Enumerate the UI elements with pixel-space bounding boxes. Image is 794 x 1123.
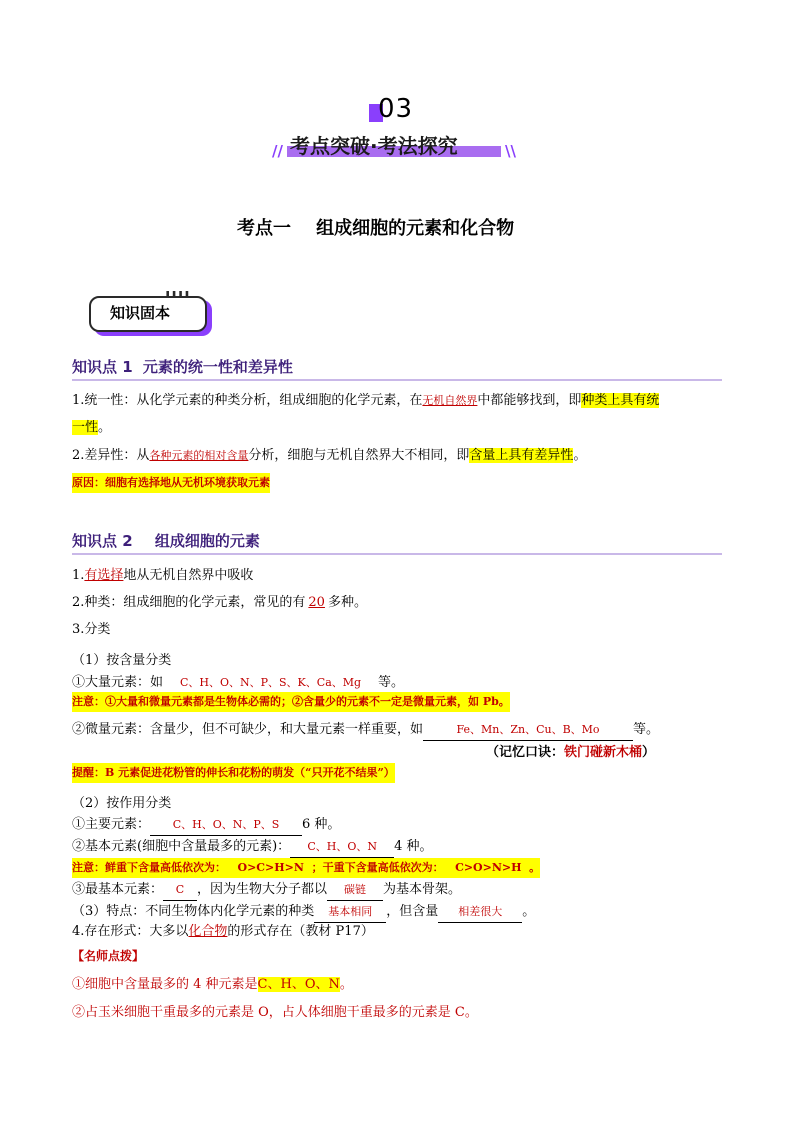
text: ②微量元素：含量少，但不可缺少，和大量元素一样重要，如: [72, 722, 424, 737]
section-banner: 考点突破·考法探究: [290, 134, 458, 158]
kp2-most-basic: [72, 880, 461, 901]
text: 为基本骨架。: [383, 882, 462, 897]
text: 等。: [633, 722, 660, 737]
highlight-text: C、H、O、N: [257, 977, 340, 992]
text: 1.统一性：从化学元素的种类分析，组成细胞的化学元素，在: [72, 393, 423, 408]
answer-blank: C、H、O、N、P、S: [150, 815, 302, 836]
text: 。: [522, 904, 536, 919]
note-1: 注意：①大量和微量元素都是生物体必需的；②含量少的元素不一定是微量元素，如 Pb。: [72, 692, 510, 712]
highlight-text: 含量上具有差异性: [469, 448, 574, 463]
text: ，因为生物大分子都以: [197, 882, 328, 897]
kp2-sub2: （2）按作用分类: [72, 796, 172, 811]
highlight-text: 种类上具有统: [581, 393, 660, 408]
kp2-mnemonic: [486, 743, 655, 763]
answer-blank: 相差很大: [438, 902, 522, 923]
answer-blank: C、H、O、N: [290, 837, 394, 858]
kp2-sub1: （1）按含量分类: [72, 653, 172, 668]
text: 的形式存在（教材 P17）: [227, 924, 374, 939]
kp1-heading: [72, 356, 722, 381]
answer-blank: 无机自然界: [422, 394, 478, 407]
kp2-exist: [72, 922, 374, 942]
kp2-line3: 3.分类: [72, 622, 111, 637]
kp2-heading: [72, 530, 722, 555]
text: 4 种。: [394, 839, 433, 854]
kp2-title: 组成细胞的元素: [154, 532, 260, 550]
badge-rings: ▮▮▮▮: [165, 289, 191, 299]
text: 多种。: [327, 595, 367, 610]
text: 等。: [378, 675, 405, 690]
teacher-tip-2: ②占玉米细胞干重最多的元素是 O，占人体细胞干重最多的元素是 C。: [72, 1005, 478, 1020]
text: 1.: [72, 568, 85, 583]
answer-blank: C、H、O、N、P、S、K、Ca、Mg: [163, 673, 378, 694]
page-title: 考点一 组成细胞的元素和化合物: [237, 218, 515, 239]
highlight-text: 一性: [72, 420, 99, 435]
answer-blank: 20: [308, 595, 325, 610]
kp2-line2: [72, 593, 367, 613]
kp1-number: 知识点 1: [72, 358, 133, 376]
answer-blank: 化合物: [188, 924, 228, 939]
text: 中都能够找到，即: [477, 393, 582, 408]
text: 。: [98, 420, 112, 435]
answer-blank: 基本相同: [314, 902, 386, 923]
section-number: 03: [378, 94, 414, 124]
text: ①主要元素：: [72, 817, 151, 832]
teacher-tip-heading: 【名师点拨】: [72, 949, 145, 963]
text: ③最基本元素：: [72, 882, 164, 897]
teacher-tip-1: [72, 975, 353, 995]
kp2-micro: [72, 720, 659, 741]
answer-blank: C: [163, 880, 197, 901]
kp2-main: [72, 815, 340, 836]
text: 4.存在形式：大多以: [72, 924, 189, 939]
answer-blank: 各种元素的相对含量: [149, 449, 249, 462]
kp2-line1: [72, 566, 253, 586]
text: ①细胞中含量最多的 4 种元素是: [72, 977, 258, 992]
text: 2.差异性：从: [72, 448, 150, 463]
text: 。: [573, 448, 587, 463]
text: 分析，细胞与无机自然界大不相同，即: [248, 448, 470, 463]
text: 地从无机自然界中吸收: [123, 568, 254, 583]
banner-slashes-left: //: [272, 142, 283, 160]
kp1-title: 元素的统一性和差异性: [142, 358, 293, 376]
text: 2.种类：组成细胞的化学元素，常见的有: [72, 595, 306, 610]
kp1-reason: 原因：细胞有选择地从无机环境获取元素: [72, 473, 270, 493]
tip: 提醒：B 元素促进花粉管的伸长和花粉的萌发（“只开花不结果”）: [72, 763, 395, 783]
text: ②基本元素(细胞中含量最多的元素)：: [72, 839, 291, 854]
kp2-basic: [72, 837, 433, 858]
note-2: 注意：鲜重下含量高低依次为： O>C>H>N ；干重下含量高低依次为： C>O>N>H 。: [72, 858, 540, 878]
mnemonic-text: 铁门碰新木桶: [564, 745, 643, 760]
kp2-big: [72, 673, 404, 694]
badge-label: 知识固本: [110, 304, 171, 322]
kp1-line1-cont: [72, 418, 111, 438]
text: 。: [339, 977, 353, 992]
kp1-line1: [72, 391, 659, 411]
answer-blank: 有选择: [84, 568, 124, 583]
kp2-feature: [72, 902, 535, 923]
banner-slashes-right: \\: [505, 142, 516, 160]
answer-blank: 碳链: [327, 880, 383, 901]
text: ，但含量: [386, 904, 439, 919]
text: 6 种。: [302, 817, 341, 832]
text: ①大量元素：如: [72, 675, 164, 690]
answer-blank: Fe、Mn、Zn、Cu、B、Mo: [423, 720, 633, 741]
kp2-number: 知识点 2: [72, 532, 133, 550]
text: （3）特点：不同生物体内化学元素的种类: [72, 904, 315, 919]
text: （记忆口诀：: [486, 745, 565, 760]
text: ）: [642, 745, 656, 760]
kp1-line2: [72, 446, 586, 466]
